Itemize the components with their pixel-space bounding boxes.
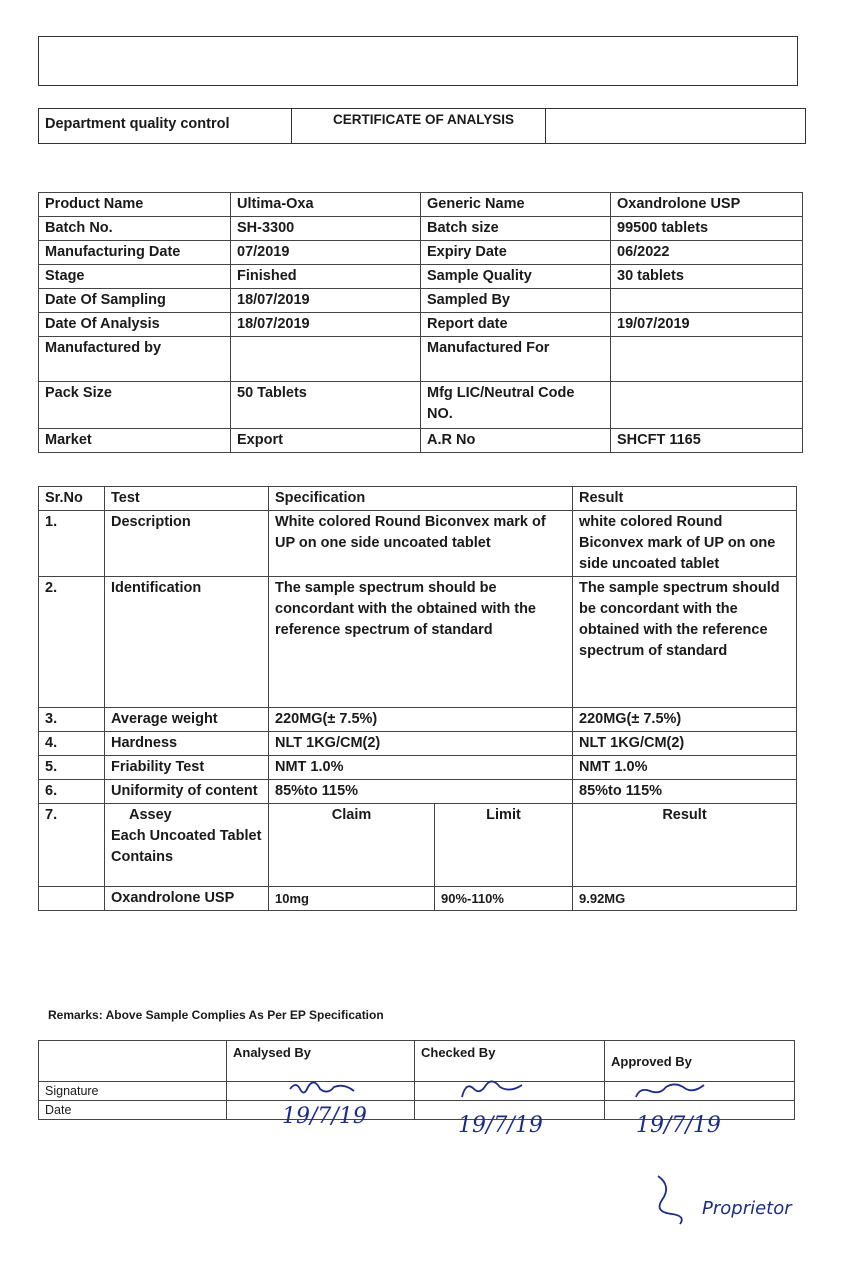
ingredient: Oxandrolone USP <box>105 887 269 911</box>
table-row <box>39 217 803 241</box>
table-row <box>39 756 797 780</box>
remarks: Remarks: Above Sample Complies As Per EP Specification <box>48 1008 384 1022</box>
field-value <box>611 337 803 382</box>
department-strip <box>38 108 806 144</box>
field-label: Date Of Sampling <box>39 289 231 313</box>
field-value: 07/2019 <box>231 241 421 265</box>
checked-date: 19/7/19 <box>458 1113 543 1138</box>
field-value <box>611 382 803 429</box>
test-name: Hardness <box>105 732 269 756</box>
field-label: Sample Quality <box>421 265 611 289</box>
department-label: Department quality control <box>45 116 230 132</box>
field-value: 06/2022 <box>611 241 803 265</box>
field-label: A.R No <box>421 429 611 453</box>
tests-table <box>38 486 797 911</box>
divider <box>291 109 292 143</box>
table-row <box>39 265 803 289</box>
sr-no: 6. <box>39 780 105 804</box>
assay-row <box>39 804 797 887</box>
test-name: Identification <box>105 577 269 708</box>
field-value: SHCFT 1165 <box>611 429 803 453</box>
field-label: Expiry Date <box>421 241 611 265</box>
result: white colored Round Biconvex mark of UP on one side uncoated tablet <box>573 511 797 577</box>
approved-date: 19/7/19 <box>636 1113 721 1138</box>
analysed-date: 19/7/19 <box>282 1104 367 1129</box>
header-specification: Specification <box>269 487 573 511</box>
assay-result-header: Result <box>573 804 797 887</box>
field-value: 18/07/2019 <box>231 313 421 337</box>
field-value: Oxandrolone USP <box>611 193 803 217</box>
test-name: Average weight <box>105 708 269 732</box>
product-info-table <box>38 192 803 453</box>
field-label: Batch No. <box>39 217 231 241</box>
table-row <box>39 708 797 732</box>
table-row <box>39 337 803 382</box>
field-label: Manufactured by <box>39 337 231 382</box>
sr-no: 5. <box>39 756 105 780</box>
table-row <box>39 577 797 708</box>
field-label: Market <box>39 429 231 453</box>
approver-signature <box>636 1084 704 1097</box>
result: 85%to 115% <box>573 780 797 804</box>
assay-values-row <box>39 887 797 911</box>
checked-by-label: Checked By <box>415 1041 605 1082</box>
proprietor-stroke <box>658 1176 682 1224</box>
field-value: 99500 tablets <box>611 217 803 241</box>
field-value: 50 Tablets <box>231 382 421 429</box>
field-label: Mfg LIC/Neutral Code NO. <box>421 382 611 429</box>
field-label: Stage <box>39 265 231 289</box>
specification: 220MG(± 7.5%) <box>269 708 573 732</box>
assay-result-value: 9.92MG <box>573 887 797 911</box>
field-label: Manufacturing Date <box>39 241 231 265</box>
field-label: Report date <box>421 313 611 337</box>
specification: White colored Round Biconvex mark of UP on one side uncoated tablet <box>269 511 573 577</box>
field-value: 19/07/2019 <box>611 313 803 337</box>
divider <box>545 109 546 143</box>
specification: NLT 1KG/CM(2) <box>269 732 573 756</box>
header-result: Result <box>573 487 797 511</box>
result: NLT 1KG/CM(2) <box>573 732 797 756</box>
table-row <box>39 241 803 265</box>
assay-test <box>105 804 269 887</box>
assay-title: Assey <box>129 807 172 823</box>
test-name: Uniformity of content <box>105 780 269 804</box>
proprietor-label: Proprietor <box>702 1198 792 1219</box>
signature-label: Signature <box>39 1082 227 1101</box>
specification: 85%to 115% <box>269 780 573 804</box>
table-row <box>39 429 803 453</box>
sr-no: 2. <box>39 577 105 708</box>
sr-no: 4. <box>39 732 105 756</box>
header-srno: Sr.No <box>39 487 105 511</box>
field-value: Ultima-Oxa <box>231 193 421 217</box>
test-name: Description <box>105 511 269 577</box>
result: The sample spectrum should be concordant with the obtained with the reference spectrum of standard <box>573 577 797 708</box>
table-row <box>39 382 803 429</box>
analyst-signature <box>290 1082 354 1092</box>
date-label: Date <box>39 1101 227 1120</box>
field-label: Batch size <box>421 217 611 241</box>
checker-signature <box>462 1081 522 1097</box>
field-label: Pack Size <box>39 382 231 429</box>
table-row <box>39 289 803 313</box>
field-value: SH-3300 <box>231 217 421 241</box>
sr-no: 7. <box>39 804 105 887</box>
sr-no: 1. <box>39 511 105 577</box>
table-row <box>39 193 803 217</box>
proprietor-signature <box>640 1170 700 1230</box>
assay-subtitle: Each Uncoated Tablet Contains <box>111 828 262 865</box>
sr-no: 3. <box>39 708 105 732</box>
field-label: Date Of Analysis <box>39 313 231 337</box>
result: 220MG(± 7.5%) <box>573 708 797 732</box>
specification: The sample spectrum should be concordant with the obtained with the reference spectrum of standard <box>269 577 573 708</box>
field-value: Export <box>231 429 421 453</box>
specification: NMT 1.0% <box>269 756 573 780</box>
limit-value: 90%-110% <box>435 887 573 911</box>
analysed-by-label: Analysed By <box>227 1041 415 1082</box>
tests-header-row <box>39 487 797 511</box>
header-box <box>38 36 798 86</box>
approved-by-label: Approved By <box>605 1041 795 1082</box>
certificate-title: CERTIFICATE OF ANALYSIS <box>333 112 515 127</box>
limit-header: Limit <box>435 804 573 887</box>
field-value: 30 tablets <box>611 265 803 289</box>
field-value: Finished <box>231 265 421 289</box>
field-value <box>231 337 421 382</box>
result: NMT 1.0% <box>573 756 797 780</box>
field-label: Product Name <box>39 193 231 217</box>
field-value <box>611 289 803 313</box>
table-row <box>39 313 803 337</box>
header-test: Test <box>105 487 269 511</box>
field-label: Manufactured For <box>421 337 611 382</box>
table-row <box>39 511 797 577</box>
field-value: 18/07/2019 <box>231 289 421 313</box>
handwritten-signatures <box>0 1075 854 1115</box>
test-name: Friability Test <box>105 756 269 780</box>
claim-header: Claim <box>269 804 435 887</box>
sr-no <box>39 887 105 911</box>
field-label: Sampled By <box>421 289 611 313</box>
claim-value: 10mg <box>269 887 435 911</box>
field-label: Generic Name <box>421 193 611 217</box>
table-row <box>39 780 797 804</box>
table-row <box>39 732 797 756</box>
